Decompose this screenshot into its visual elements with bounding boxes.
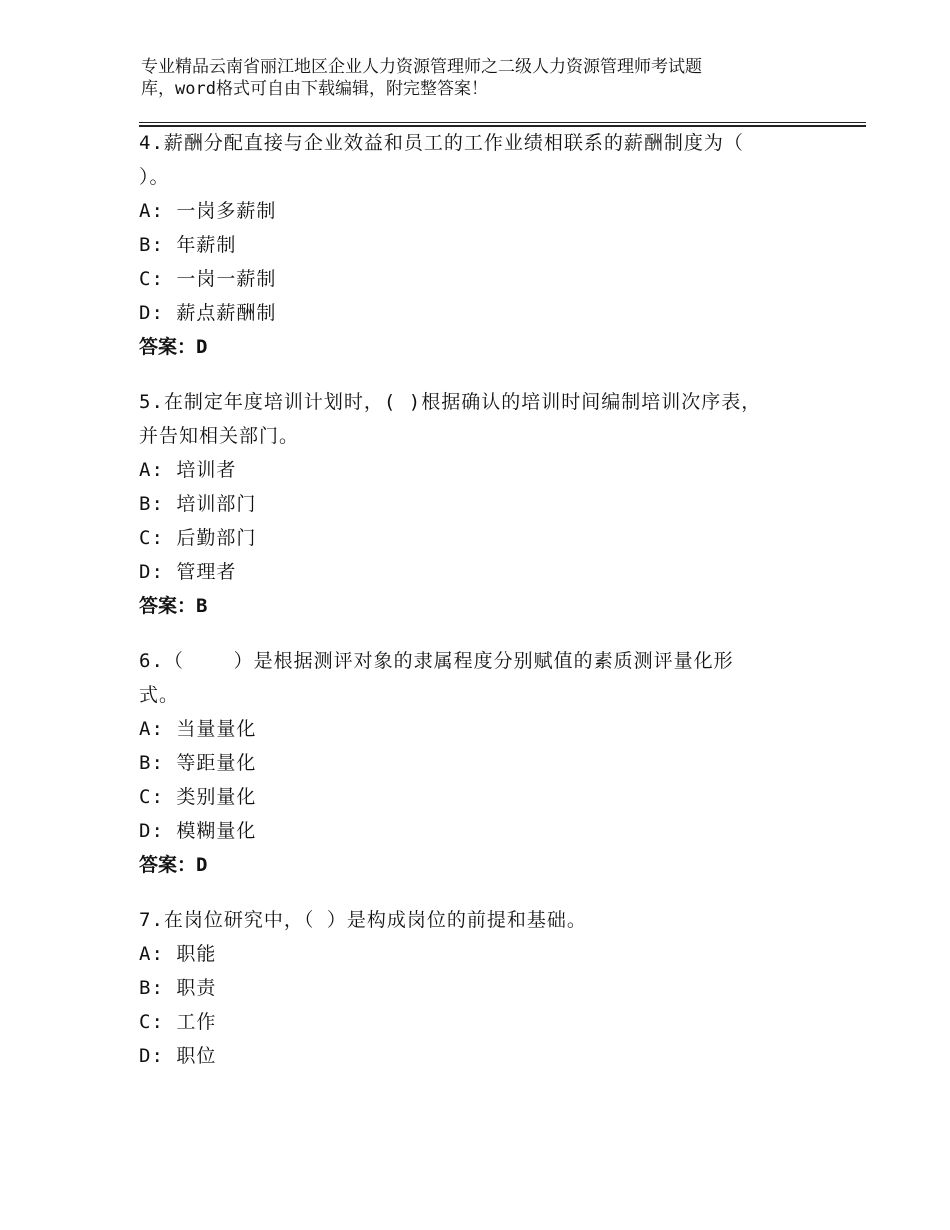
option-d: D: 模糊量化 [139, 820, 257, 842]
question-4 [139, 126, 819, 364]
question-stem: 5.在制定年度培训计划时，( )根据确认的培训时间编制培训次序表， [139, 391, 762, 413]
option-d: D: 管理者 [139, 561, 237, 583]
answer: 答案：D [139, 336, 208, 358]
option-a: A: 当量量化 [139, 718, 257, 740]
option-a: A: 职能 [139, 943, 217, 965]
question-list [139, 126, 819, 1094]
option-b: B: 职责 [139, 977, 217, 999]
header-line-2: 库，word格式可自由下载编辑，附完整答案！ [141, 79, 488, 99]
header-rule-thin [139, 122, 866, 123]
answer: 答案：D [139, 854, 208, 876]
question-5 [139, 385, 819, 623]
option-a: A: 培训者 [139, 459, 237, 481]
option-d: D: 薪点薪酬制 [139, 302, 277, 324]
question-stem: 7.在岗位研究中，（ ）是构成岗位的前提和基础。 [139, 909, 587, 931]
question-stem-continued: 并告知相关部门。 [139, 425, 300, 447]
question-stem: 4.薪酬分配直接与企业效益和员工的工作业绩相联系的薪酬制度为（ [139, 132, 744, 154]
option-d: D: 职位 [139, 1045, 217, 1067]
answer: 答案：B [139, 595, 208, 617]
question-stem-continued: ）。 [139, 166, 170, 188]
option-a: A: 一岗多薪制 [139, 200, 277, 222]
question-stem-continued: 式。 [139, 684, 180, 706]
option-c: C: 后勤部门 [139, 527, 257, 549]
option-c: C: 工作 [139, 1011, 217, 1033]
option-b: B: 培训部门 [139, 493, 257, 515]
document-header [141, 56, 781, 100]
option-b: B: 年薪制 [139, 234, 237, 256]
header-line-1: 专业精品云南省丽江地区企业人力资源管理师之二级人力资源管理师考试题 [141, 57, 702, 77]
option-b: B: 等距量化 [139, 752, 257, 774]
option-c: C: 类别量化 [139, 786, 257, 808]
question-stem: 6.（ ）是根据测评对象的隶属程度分别赋值的素质测评量化形 [139, 650, 734, 672]
option-c: C: 一岗一薪制 [139, 268, 277, 290]
question-6 [139, 644, 819, 882]
question-7 [139, 903, 819, 1073]
